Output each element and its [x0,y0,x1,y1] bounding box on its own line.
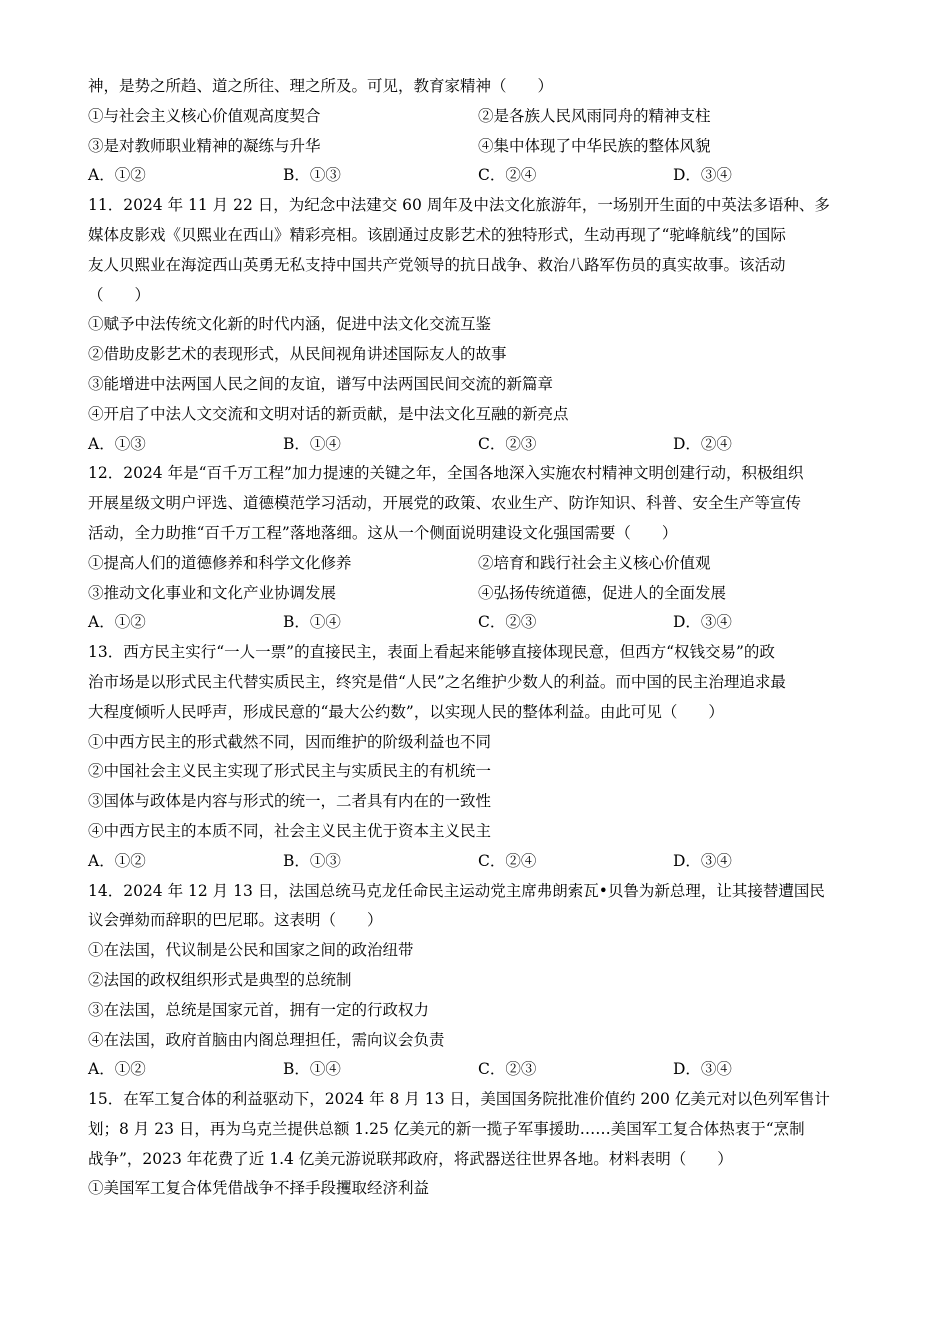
q13-option-b: B．①③ [283,851,341,870]
q10-option-c: C．②④ [478,166,537,185]
q11-statement-1: ①赋予中法传统文化新的时代内涵，促进中法文化交流互鉴 [88,315,492,334]
q13-option-d: D．③④ [673,851,732,870]
q10-statement-3: ③是对教师职业精神的凝练与升华 [88,136,321,155]
q10-statements-row1 [88,102,868,132]
q11-statement-3: ③能增进中法两国人民之间的友谊，谱写中法两国民间交流的新篇章 [88,374,554,393]
q13-statement-1: ①中西方民主的形式截然不同，因而维护的阶级利益也不同 [88,732,492,751]
q14-stem-line-1: 14．2024 年 12 月 13 日，法国总统马克龙任命民主运动党主席弗朗索瓦•贝鲁为新总理，让其接替遭国民 [88,881,825,900]
q10-option-b: B．①③ [283,166,341,185]
q14-option-b: B．①④ [283,1060,341,1079]
q11-option-c: C．②③ [478,434,537,453]
q13-stem-line-2: 治市场是以形式民主代替实质民主，终究是借“人民”之名维护少数人的利益。而中国的民主治理追求最 [88,672,786,691]
q11-option-a: A．①③ [88,434,146,453]
q12-statements-row1 [88,549,868,579]
q12-statement-4: ④弘扬传统道德，促进人的全面发展 [478,583,727,602]
q11-stem-line-2: 媒体皮影戏《贝熙业在西山》精彩亮相。该剧通过皮影艺术的独特形式，生动再现了“驼峰航线”的国际 [88,225,786,244]
q11-stem-line-3: 友人贝熙业在海淀西山英勇无私支持中国共产党领导的抗日战争、救治八路军伤员的真实故事。该活动 [88,255,786,274]
q12-statement-3: ③推动文化事业和文化产业协调发展 [88,583,337,602]
q13-statement-4: ④中西方民主的本质不同，社会主义民主优于资本主义民主 [88,821,492,840]
q14-options [88,1055,868,1085]
q13-statement-3: ③国体与政体是内容与形式的统一，二者具有内在的一致性 [88,792,492,811]
q10-options [88,161,868,191]
q11-options [88,430,868,460]
q12-option-c: C．②③ [478,613,537,632]
q14-statement-1: ①在法国，代议制是公民和国家之间的政治纽带 [88,941,414,960]
q10-stem: 神，是势之所趋、道之所往、理之所及。可见，教育家精神（ ） [88,77,554,95]
q11-statement-2: ②借助皮影艺术的表现形式，从民间视角讲述国际友人的故事 [88,345,507,364]
q14-option-d: D．③④ [673,1060,732,1079]
q13-stem-line-1: 13．西方民主实行“一人一票”的直接民主，表面上看起来能够直接体现民意，但西方“权钱交易”的政 [88,643,775,662]
q12-stem-line-1: 12．2024 年是“百千万工程”加力提速的关键之年，全国各地深入实施农村精神文明创建行动，积极组织 [88,464,804,483]
q12-options [88,608,868,638]
q14-statement-2: ②法国的政权组织形式是典型的总统制 [88,970,352,989]
q15-stem-line-2: 划；8 月 23 日，再为乌克兰提供总额 1.25 亿美元的新一揽子军事援助……美国军工复合体热衷于“烹制 [88,1119,805,1138]
q11-option-d: D．②④ [673,434,732,453]
q12-stem-line-2: 开展星级文明户评选、道德模范学习活动，开展党的政策、农业生产、防诈知识、科普、安全生产等宣传 [88,494,802,513]
q10-statement-2: ②是各族人民风雨同舟的精神支柱 [478,106,711,125]
q11-option-b: B．①④ [283,434,341,453]
q15-statement-1: ①美国军工复合体凭借战争不择手段攫取经济利益 [88,1179,430,1198]
q10-option-a: A．①② [88,166,146,185]
q14-statement-4: ④在法国，政府首脑由内阁总理担任，需向议会负责 [88,1030,445,1049]
q10-option-d: D．③④ [673,166,732,185]
q13-option-a: A．①② [88,851,146,870]
q11-statement-4: ④开启了中法人文交流和文明对话的新贡献，是中法文化互融的新亮点 [88,404,569,423]
q13-option-c: C．②④ [478,851,537,870]
q12-statement-2: ②培育和践行社会主义核心价值观 [478,553,711,572]
q14-statement-3: ③在法国，总统是国家元首，拥有一定的行政权力 [88,1000,430,1019]
q15-stem-line-3: 战争”，2023 年花费了近 1.4 亿美元游说联邦政府，将武器送往世界各地。材料表明（ ） [88,1149,733,1168]
q13-statement-2: ②中国社会主义民主实现了形式民主与实质民主的有机统一 [88,762,492,781]
q13-options [88,847,868,877]
q10-statement-1: ①与社会主义核心价值观高度契合 [88,106,321,125]
q12-statements-row2 [88,579,868,609]
q11-stem-line-1: 11．2024 年 11 月 22 日，为纪念中法建交 60 周年及中法文化旅游年，一场别开生面的中英法多语种、多 [88,196,830,215]
q14-option-c: C．②③ [478,1060,537,1079]
q10-statements-row2 [88,132,868,162]
exam-page [88,72,868,1204]
q13-stem-line-3: 大程度倾听人民呼声，形成民意的“最大公约数”，以实现人民的整体利益。由此可见（ ） [88,702,724,721]
q10-statement-4: ④集中体现了中华民族的整体风貌 [478,136,711,155]
q14-stem-line-2: 议会弹劾而辞职的巴尼耶。这表明（ ） [88,911,383,930]
q12-option-b: B．①④ [283,613,341,632]
q12-option-a: A．①② [88,613,146,632]
q12-stem-line-3: 活动，全力助推“百千万工程”落地落细。这从一个侧面说明建设文化强国需要（ ） [88,523,678,542]
q14-option-a: A．①② [88,1060,146,1079]
q12-option-d: D．③④ [673,613,732,632]
q15-stem-line-1: 15．在军工复合体的利益驱动下，2024 年 8 月 13 日，美国国务院批准价值约 200 亿美元对以色列军售计 [88,1090,830,1109]
q11-stem-line-4: （ ） [88,285,151,304]
q12-statement-1: ①提高人们的道德修养和科学文化修养 [88,553,352,572]
